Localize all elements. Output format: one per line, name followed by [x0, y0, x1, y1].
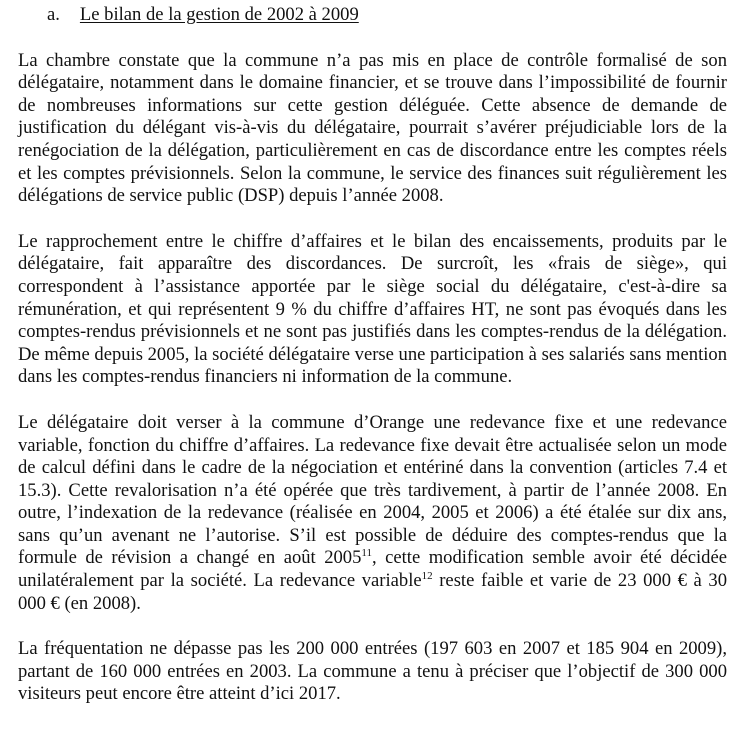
- section-marker: a.: [47, 4, 60, 25]
- footnote-ref-11[interactable]: 11: [361, 547, 372, 560]
- paragraph-redevance-text-2: , cette modification semble avoir été décidée unilatéralement par la société. La redevance variable: [18, 547, 727, 592]
- paragraph-redevance-text-3: reste faible et varie de 23 000 € à 30 000 € (en 2008).: [18, 570, 727, 614]
- section-title: Le bilan de la gestion de 2002 à 2009: [79, 4, 359, 25]
- paragraph-frequentation: La fréquentation ne dépasse pas les 200 000 entrées (197 603 en 2007 et 185 904 en 2009), partant de 160 000 entrées en 2003. La commune a tenu à préciser que l’objectif de 300 000 visiteurs peut encore être atteint d’ici 2017.: [18, 638, 727, 705]
- paragraph-redevance: [18, 412, 727, 615]
- footnote-ref-12[interactable]: 12: [421, 570, 433, 583]
- paragraph-discordances: Le rapprochement entre le chiffre d’affaires et le bilan des encaissements, produits par le délégataire, fait apparaître des discordances. De surcroît, les «frais de siège», qui correspondent à l’assistance apportée par le siège social du délégataire, c'est-à-dire sa rémunération, et qui représentent 9 % du chiffre d’affaires HT, ne sont pas évoqués dans les comptes-rendus prévisionnels et ne sont pas justifiés dans les comptes-rendus de la délégation. De même depuis 2005, la société délégataire verse une participation à ses salariés sans mention dans les comptes-rendus financiers ni information de la commune.: [18, 230, 727, 388]
- paragraph-controle: La chambre constate que la commune n’a pas mis en place de contrôle formalisé de son délégataire, notamment dans le domaine financier, et se trouve dans l’impossibilité de fournir de nombreuses informations sur cette gestion déléguée. Cette absence de demande de justification du délégant vis-à-vis du délégataire, pourrait s’avérer préjudiciable lors de la renégociation de la délégation, particulièrement en cas de discordance entre les comptes réels et les comptes prévisionnels. Selon la commune, le service des finances suit régulièrement les délégations de service public (DSP) depuis l’année 2008.: [18, 49, 727, 207]
- document-page: [18, 0, 727, 706]
- section-heading: [47, 4, 727, 27]
- paragraph-redevance-text-1: Le délégataire doit verser à la commune d’Orange une redevance fixe et une redevance variable, fonction du chiffre d’affaires. La redevance fixe devait être actualisée selon un mode de calcul défini dans le cadre de la négociation et entériné dans la convention (articles 7.4 et 15.3). Cette revalorisation n’a été opérée que très tardivement, à partir de l’année 2008. En outre, l’indexation de la redevance (réalisée en 2004, 2005 et 2006) a été étalée sur dix ans, sans qu’un avenant ne l’autorise. S’il est possible de déduire des comptes-rendus que la formule de révision a changé en août 2005: [18, 411, 727, 569]
